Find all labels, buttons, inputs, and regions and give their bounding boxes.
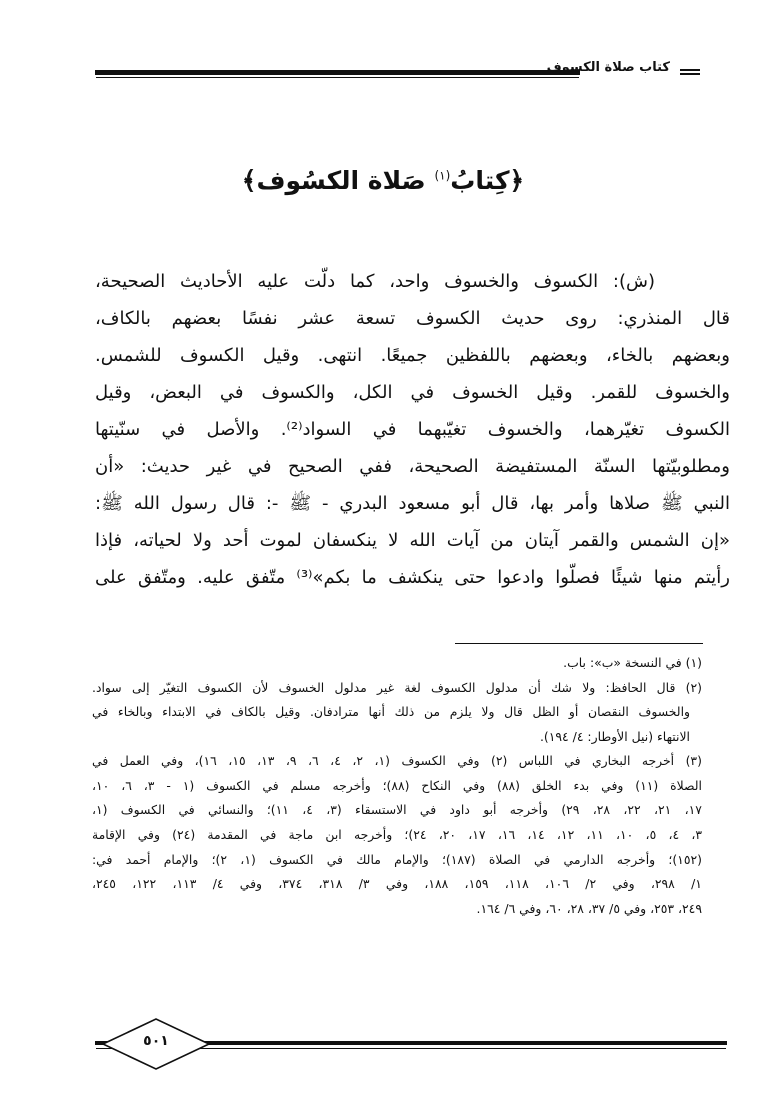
body-line: (ش): الكسوف والخسوف واحد، كما دلّت عليه الأحاديث الصحيحة، <box>95 271 655 292</box>
body-line: وبعضهم بالخاء، وبعضهم باللفظين جميعًا. انتهى. وقيل الكسوف للشمس. <box>95 345 730 366</box>
title-word-kitab: كِتابُ <box>450 166 510 195</box>
footnote-1: (١) في النسخة «ب»: باب. <box>563 655 702 670</box>
header-ornament <box>680 69 700 71</box>
footnote-3-cont: ١٧، ٢١، ٢٢، ٢٨، ٢٩) وأخرجه أبو داود في الاستسقاء (٣، ٤، ١١)؛ والنسائي في الكسوف (١، <box>92 802 702 817</box>
footnote-3: (٣) أخرجه البخاري في اللباس (٢) وفي الكسوف (١، ٢، ٤، ٦، ٩، ١٣، ١٥، ١٦)، وفي العمل في <box>92 753 702 768</box>
footnote-2-cont: والخسوف النقصان أو الظل قال ولا يلزم من ذلك أنها مترادفان. وقيل بالكاف في الابتداء وبالخاء في <box>92 704 690 719</box>
body-line: النبي ﷺ صلاها وأمر بها، قال أبو مسعود البدري - ﷺ -: قال رسول الله ﷺ: <box>95 493 730 514</box>
body-line: «إن الشمس والقمر آيتان من آيات الله لا ينكسفان لموت أحد ولا لحياته، فإذا <box>95 530 730 551</box>
chapter-title <box>0 166 766 195</box>
title-footnote-ref[interactable]: (١) <box>434 168 451 183</box>
footnote-3-cont: (١٥٢)؛ وأخرجه الدارمي في الصلاة (١٨٧)؛ والإمام مالك في الكسوف (١، ٢)؛ والإمام أحمد في: <box>92 852 702 867</box>
body-line: ومطلوبيّتها السنّة المستفيضة الصحيحة، ففي الصحيح في غير حديث: «أن <box>95 456 730 477</box>
body-line: والخسوف للقمر. وقيل الخسوف في الكل، والكسوف في البعض، وقيل <box>95 382 730 403</box>
title-subject: صَلاة الكسُوف <box>256 166 426 195</box>
title-bracket-open: ﴿ <box>509 166 525 195</box>
footnote-2: (٢) قال الحافظ: ولا شك أن مدلول الكسوف لغة غير مدلول الخسوف لأن الكسوف التغيّر إلى سواد. <box>92 680 702 695</box>
page-number: ٥٠١ <box>143 1033 169 1049</box>
body-line: الكسوف تغيّرهما، والخسوف تغيّبهما في السواد⁽²⁾. والأصل في سنّيتها <box>95 419 730 440</box>
footnote-3-cont: ٣، ٤، ٥، ١٠، ١١، ١٢، ١٤، ١٦، ١٧، ٢٠، ٢٤)؛ وأخرجه ابن ماجة في المقدمة (٢٤) وفي الإقامة <box>92 827 702 842</box>
body-line: قال المنذري: روى حديث الكسوف تسعة عشر نفسًا بعضهم بالكاف، <box>95 308 730 329</box>
footnote-separator <box>455 643 703 644</box>
footnote-3-cont: الصلاة (١١) وفي بدء الخلق (٨٨) وفي النكاح (٨٨)؛ وأخرجه مسلم في الكسوف (١ - ٣، ٦، ١٠، <box>92 778 702 793</box>
body-line: رأيتم منها شيئًا فصلّوا وادعوا حتى ينكشف ما بكم»⁽³⁾ متّفق عليه. ومتّفق على <box>95 567 730 588</box>
running-title: كتاب صلاة الكسوف <box>546 60 670 75</box>
footnote-2-cont: الانتهاء (نيل الأوطار: ٤/ ١٩٤). <box>539 729 690 744</box>
header-rule <box>95 70 580 75</box>
footnote-3-cont: ٢٤٩، ٢٥٣، وفي ٥/ ٣٧، ٢٨، ٦٠، وفي ٦/ ١٦٤. <box>476 901 702 916</box>
title-bracket-close: ﴾ <box>241 166 257 195</box>
footnote-3-cont: ١/ ٢٩٨، وفي ٢/ ١٠٦، ١١٨، ١٥٩، ١٨٨، وفي ٣/ ٣١٨، ٣٧٤، وفي ٤/ ١١٣، ١٢٢، ٢٤٥، <box>92 876 702 891</box>
